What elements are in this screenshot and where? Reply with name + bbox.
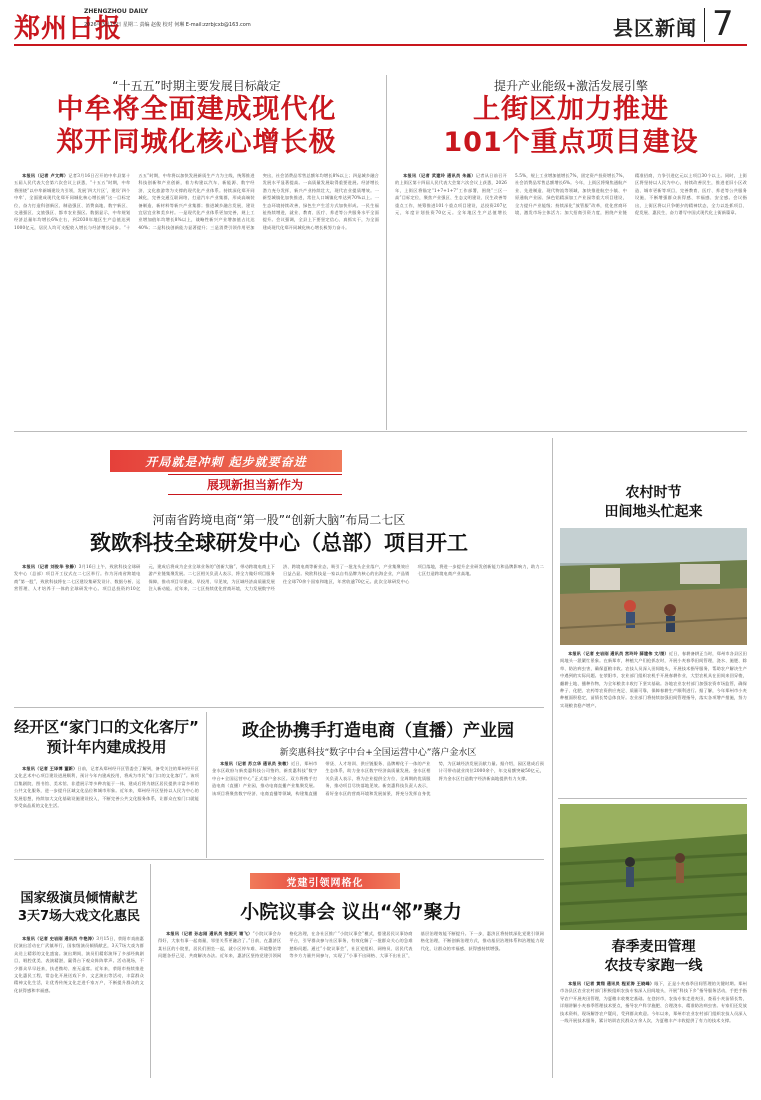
divider-right-row bbox=[558, 798, 747, 799]
divider-col-right bbox=[552, 438, 553, 1078]
divider-col-bottom bbox=[150, 864, 151, 1078]
article4-photo bbox=[560, 528, 747, 645]
section-title: 县区新闻 bbox=[613, 16, 697, 40]
article7-title-line1: 国家级演员倾情献艺 bbox=[20, 891, 138, 906]
masthead-pinyin: ZHENGZHOU DAILY bbox=[84, 8, 148, 15]
article4-body bbox=[560, 650, 747, 792]
article1-title-line1: 中牟将全面建成现代化 bbox=[56, 94, 337, 125]
article1-body bbox=[14, 172, 379, 427]
article7-title-line2: 3天7场大戏文化惠民 bbox=[17, 909, 141, 924]
page-divider bbox=[704, 8, 705, 42]
article9-body bbox=[560, 980, 747, 1076]
article5-text: 日前，记者从郑州经开区管委会了解到，备受关注的郑州经开区文化艺术中心项目建设进展顺利，预计今年内建成投用，将成为市民“家门口的文化客厅”。该项目集剧院、图书馆、美术馆、非遗展示等多种功能于一体，建成后将为辖区居民提供丰富多样的公共文化服务，进一步提升区域文化品位和城市形象。近年来，郑州经开区坚持以人民为中心的发展思想，持续加大文化基础设施建设投入，不断完善公共文化服务体系，让群众在家门口就能享受高品质的文化生活。 bbox=[14, 766, 199, 809]
article4-title-line2: 田间地头忙起来 bbox=[604, 504, 703, 520]
article8-title: 小院议事会 议出“邻”聚力 bbox=[240, 901, 462, 923]
article4-title-line1: 农村时节 bbox=[625, 485, 682, 501]
article6-byline: 本报讯（记者 苏立华 通讯员 张敏） bbox=[220, 761, 291, 766]
article4-text: 近日，春耕备耕正当时，郑州市各县区田间地头一派繁忙景象。在新郑市，种植大户们抢抓农时，开展小麦春季田间管理，浇水、施肥、除草、防治病虫害，确保夏粮丰收。农技人员深入田间地头，开展技术指导服务，帮助农户解决生产中遇到的实际问题。在荥阳市，农业部门组织农机手开展春耕作业，大型农机具在田间来回穿梭，翻耕土地、播种作物，为全年粮食丰收打下坚实基础。各地农业农村部门加强农资市场监管，确保种子、化肥、农药等农资供应充足、质量可靠，保障春耕生产顺利进行。据了解，今年郑州市小麦种植面积稳定，苗情长势总体良好。农业部门将持续加强田间管理指导，落实各项增产措施，努力实现粮食稳产增产。 bbox=[560, 651, 747, 708]
article2-text: 记者从日前召开的上街区第十四届人民代表大会第六次会议上获悉，2026年，上街区将锚定“1+7+1+7”工作部署，围绕“三区一高”目标定位，聚焦产业强区、生态文明建设、民生改善等重点工作，统筹推进101个重点项目建设，总投资207亿元，年度计划投资70亿元。全年地区生产总值增长5.5%，规上工业增加值增长7%，固定资产投资增长7%，社会消费品零售总额增长6%。今年，上街区将聚焦通航产业、先进制造、现代物流等领域，加快推进航空小镇、中原通航产业园、绿色铝精深加工产业园等重大项目建设，全力提升产业能级；持续深化“放管服”改革，优化营商环境，激发市场主体活力；加大招商引资力度，围绕产业链精准招商，力争引进亿元以上项目30个以上。同时，上街区将坚持以人民为中心，持续改善民生，推进老旧小区改造、城市更新等项目，完善教育、医疗、养老等公共服务设施，不断增强群众获得感、幸福感、安全感。会议指出，上街区将以只争朝夕的精神状态，全力以赴抓项目、促发展、惠民生，奋力谱写中国式现代化上街新篇章。 bbox=[395, 173, 747, 216]
divider-row3 bbox=[14, 859, 544, 860]
article6-subtitle: 新奕惠科技“数字中台+全国运营中心”落户金水区 bbox=[279, 748, 477, 758]
party-banner bbox=[250, 873, 400, 889]
article3-kicker: 河南省跨境电商“第一股”“创新大脑”布局二七区 bbox=[152, 513, 406, 527]
article8-byline: 本报讯（记者 孙志刚 通讯员 张振天 谢飞） bbox=[166, 931, 253, 936]
article3-byline: 本报讯（记者 刘俊华 张静） bbox=[22, 564, 79, 569]
article3-text: 3月16日上午，致欧科技全球研发中心（总部）项目开工仪式在二七区举行。作为河南省跨境电商“第一股”，致欧科技将在二七区建设集研发设计、数据分析、运营管理、人才培养于一体的全球研发中心。项目总投资约10亿元，建成后将成为企业全球业务的“创新大脑”，带动跨境电商上下游产业链集聚发展。二七区相关负责人表示，将全力做好项目服务保障，推动项目早建成、早投用、早见效，为区域经济高质量发展注入新动能。近年来，二七区持续优化营商环境，大力发展数字经济、跨境电商等新业态，吸引了一批龙头企业落户，产业集聚效应日益凸显。致欧科技是一家以自有品牌为核心的出海企业，产品销往全球70余个国家和地区，年营收逾70亿元。此次全球研发中心项目落地，将进一步提升企业研发创新能力和品牌影响力，助力二七区打造跨境电商产业高地。 bbox=[14, 564, 544, 592]
divider-col-mid bbox=[206, 712, 207, 858]
article9-title-line2: 农技专家跑一线 bbox=[604, 958, 703, 974]
article6-text: 近日，郑州市金水区政府与新奕惠科技公司签约，新奕惠科技“数字中台+全国运营中心”正式落户金水区。双方将携手打造电商（直播）产业园，推动电商直播产业集聚发展。该项目将聚焦数字经济、电商直播等领域，构建集直播带货、人才培训、供应链服务、品牌孵化于一体的产业生态体系，助力金水区数字经济高质量发展。金水区相关负责人表示，将为企业提供全方位、全周期的优质服务，推动项目尽快落地见效。新奕惠科技负责人表示，看好金水区的营商环境和发展前景，将充分发挥自身优势，为区域经济发展贡献力量。据介绍，园区建成后预计可带动就业岗位2000余个，年交易额突破50亿元，将为金水区打造数字经济新高地提供有力支撑。 bbox=[212, 761, 544, 796]
article1-title-line2: 郑开同城化核心增长极 bbox=[56, 127, 337, 158]
divider-row1 bbox=[14, 431, 747, 432]
article6-title: 政企协携手打造电商（直播）产业园 bbox=[242, 721, 514, 741]
divider-col1 bbox=[386, 75, 387, 430]
masthead bbox=[0, 0, 761, 60]
farm-field-photo-icon bbox=[560, 528, 747, 645]
article5-title-line2: 预计年内建成投用 bbox=[46, 738, 167, 756]
article2-kicker: 提升产业能级+激活发展引擎 bbox=[493, 79, 649, 93]
article1-byline: 本报讯（记者 卢文辉） bbox=[22, 173, 69, 178]
article9-photo bbox=[560, 804, 747, 930]
article7-byline: 本报讯（记者 史岩刚 通讯员 牛艳涛） bbox=[22, 936, 97, 941]
article5-body bbox=[14, 765, 199, 853]
article2-title-line2: 101个重点项目建设 bbox=[443, 127, 699, 158]
article6-body bbox=[212, 760, 544, 854]
campaign-banner-subtext: 展现新担当新作为 bbox=[168, 474, 342, 495]
article7-text: 3月15日，荥阳市戏曲惠民演出活动在广武镇举行，国家级演员倾情献艺，3天7场大戏为群众送上精彩的文化盛宴。演出期间，演员们精彩演绎了多部经典剧目，唱腔优美、表演精湛，赢得台下观众阵阵掌声。活动现场，不少群众早早赶来，扶老携幼、座无虚席。近年来，荥阳市持续推进文化惠民工程，常态化开展送戏下乡、文艺演出等活动，丰富群众精神文化生活，让优秀传统文化走进千家万户，不断提升群众的文化获得感和幸福感。 bbox=[14, 936, 144, 993]
wheat-field-photo-icon bbox=[560, 804, 747, 930]
campaign-banner-text: 开局就是冲刺 起步就要奋进 bbox=[145, 454, 307, 469]
article8-text: “小院议事会办得好，大家有事一起商量，邻里关系更融洽了。”日前，在惠济区某社区的小院里，居民们围坐一起，就小区停车难、环境整治等问题各抒己见、共商解决办法。近年来，惠济区坚持党建引领网格化治理，在各社区推广“小院议事会”模式，搭建居民议事协商平台，引导群众参与社区事务，有效化解了一批群众关心的急难愁盼问题。通过“小院议事会”，社区党组织、网格员、居民代表等多方力量共同参与，实现了“小事不出网格、大事不出社区”，基层治理效能不断提升。下一步，惠济区将持续深化党建引领网格化治理，不断创新治理方式，推动基层治理体系和治理能力现代化，让群众的幸福感、获得感持续增强。 bbox=[158, 931, 544, 959]
article5-title-line1: 经开区“家门口的文化客厅” bbox=[14, 718, 199, 736]
page-number: 7 bbox=[712, 4, 734, 44]
article4-byline: 本报讯（记者 史岩刚 通讯员 宫玲玲 薛建伟 文/图） bbox=[568, 651, 669, 656]
article9-title-line1: 春季麦田管理 bbox=[611, 939, 696, 955]
article1-text: 记者3月16日召开的中牟县第十五届人民代表大会第六次会议上获悉，“十五五”时期，中牟将围绕“以中牟新城建设为引领，发展‘四大片区’，建设‘四个中牟’，全面建成现代化郑开同城化核心增长极”这一目标定位，奋力打造科创新区、制造强区、消费高地、数字新区、交通强区、文旅强区、都市农业强区。数据显示，中牟规划经济总量年均增长6%左右，到2030年地区生产总值达到1000亿元，居民人均可支配收入增长与经济增长同步。“十五五”时期，中牟将以加快发展新质生产力为主线，统筹推进科技创新和产业创新，着力构建以汽车、新能源、数字经济、文化旅游等为支撑的现代化产业体系。持续深化郑开同城化，完善交通互联网络，打造汽车产业集群，形成高端装备制造、新材料等新兴产业集群；推进城乡融合发展，建设宜居宜业和美乡村。一是现代化产业体系更加完善，规上工业增加值年均增长8%以上，战略性新兴产业增加值占比达40%；二是科技创新能力显著提升；三是消费引领作用更加突出，社会消费品零售总额年均增长8%以上；四是城乡融合发展水平显著提高。一高质量发展取得重要进展。经济增长潜力充分发挥，新兴产业持续壮大，现代农业提质增效。一新型城镇化加快推进，常住人口城镇化率达到70%以上。一生态环境持续改善，绿色生产生活方式加快形成。一民生福祉持续增进，就业、教育、医疗、养老等公共服务水平全面提升。会议强调，全县上下要坚定信心、真抓实干，为全面建成现代化郑开同城化核心增长极努力奋斗。 bbox=[14, 173, 379, 230]
article3-body bbox=[14, 563, 544, 703]
article7-body bbox=[14, 935, 144, 1075]
masthead-meta: 2026年3月17日 星期二 责编 赵俊 校对 何琳 E-mail:zzrbjcxb@163.com bbox=[84, 22, 251, 28]
article2-byline: 本报讯（记者 武建玲 通讯员 朱磊） bbox=[403, 173, 476, 178]
article5-byline: 本报讯（记者 王译博 董新） bbox=[22, 766, 78, 771]
article9-byline: 本报讯（记者 黄翔 通讯员 程亚涛 王晓峰） bbox=[568, 981, 655, 986]
divider-row2 bbox=[14, 707, 544, 708]
party-banner-text: 党建引领网格化 bbox=[286, 877, 364, 889]
article2-body bbox=[395, 172, 747, 427]
article1-kicker: “十五五”时期主要发展目标敲定 bbox=[112, 79, 281, 93]
article9-text: 眼下，正是小麦春季田间管理的关键时期。郑州市各县区农业农村部门积极组织农技专家深入田间地头，开展“科技下乡”指导服务活动，手把手指导农户开展麦田管理，为夏粮丰收奠定基础。在登封市，农技专家走进麦田，查看小麦苗情长势，详细讲解小麦春季管理技术要点，指导农户科学施肥、合理浇水、精准防治病虫害。专家们还发放技术资料，现场解答农户疑问，受到群众欢迎。今年以来，郑州市农业农村部门组织农技人员深入一线开展技术服务，累计培训农民群众万余人次，为夏粮丰产丰收提供了有力的技术支撑。 bbox=[560, 981, 747, 1024]
article8-body bbox=[158, 930, 544, 1076]
masthead-rule bbox=[14, 44, 747, 46]
campaign-banner bbox=[110, 450, 342, 472]
newspaper-logo: 郑州日报 bbox=[14, 14, 123, 44]
article3-title: 致欧科技全球研发中心（总部）项目开工 bbox=[90, 531, 468, 555]
article2-title-line1: 上街区加力推进 bbox=[473, 94, 669, 125]
